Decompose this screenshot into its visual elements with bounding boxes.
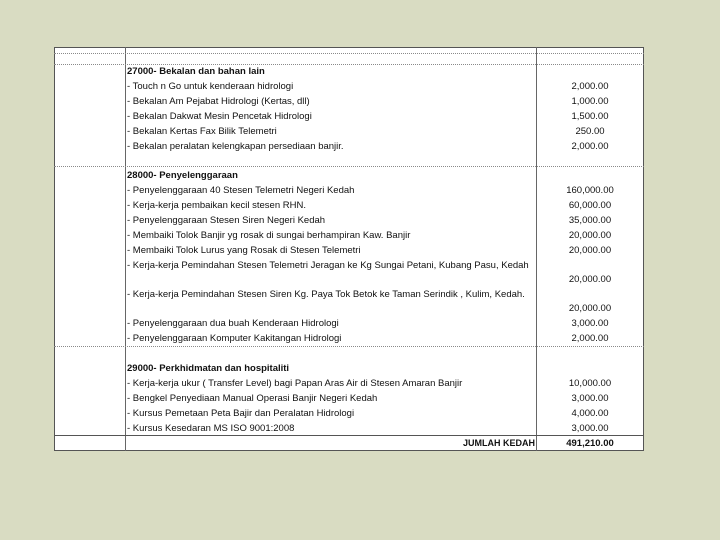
item-amount: 3,000.00	[571, 423, 609, 434]
item-amount: 1,000.00	[571, 96, 609, 107]
total-amount: 491,210.00	[566, 438, 614, 449]
table-row	[54, 109, 644, 124]
item-amount: 2,000.00	[571, 141, 609, 152]
section-heading: 28000- Penyelenggaraan	[127, 170, 238, 181]
section-heading-row	[54, 168, 644, 183]
item-description: - Penyelenggaraan Komputer Kakitangan Hidrologi	[127, 333, 342, 344]
section-heading: 27000- Bekalan dan bahan lain	[127, 66, 265, 77]
item-amount: 20,000.00	[568, 230, 612, 241]
table-row	[54, 243, 644, 258]
item-description: - Bekalan Am Pejabat Hidrologi (Kertas, dll)	[127, 96, 310, 107]
table-row	[54, 94, 644, 109]
total-row	[54, 436, 644, 451]
table-row	[54, 331, 644, 346]
item-description: - Kursus Kesedaran MS ISO 9001:2008	[127, 423, 295, 434]
table-row	[54, 391, 644, 406]
item-amount: 160,000.00	[566, 185, 614, 196]
item-description: - Membaiki Tolok Banjir yg rosak di sungai berhampiran Kaw. Banjir	[127, 230, 411, 241]
item-description: - Penyelenggaraan 40 Stesen Telemetri Negeri Kedah	[127, 185, 355, 196]
item-amount: 2,000.00	[571, 81, 609, 92]
table-row	[54, 198, 644, 213]
table-row	[54, 258, 644, 286]
table-row	[54, 421, 644, 436]
budget-table	[54, 47, 644, 451]
item-amount: 2,000.00	[571, 333, 609, 344]
table-row	[54, 124, 644, 139]
item-description: - Bekalan Dakwat Mesin Pencetak Hidrologi	[127, 111, 312, 122]
item-description: - Penyelenggaraan dua buah Kenderaan Hidrologi	[127, 318, 339, 329]
section-heading: 29000- Perkhidmatan dan hospitaliti	[127, 363, 290, 374]
item-description: - Bekalan Kertas Fax Bilik Telemetri	[127, 126, 277, 137]
item-amount: 3,000.00	[571, 318, 609, 329]
item-amount: 3,000.00	[571, 393, 609, 404]
item-amount: 4,000.00	[571, 408, 609, 419]
item-description: - Kursus Pemetaan Peta Bajir dan Peralatan Hidrologi	[127, 408, 355, 419]
table-row	[54, 228, 644, 243]
item-amount: 60,000.00	[568, 200, 612, 211]
item-description: - Kerja-kerja Pemindahan Stesen Telemetri Jeragan ke Kg Sungai Petani, Kubang Pasu, Kedah	[127, 260, 529, 271]
item-description: - Kerja-kerja pembaikan kecil stesen RHN.	[127, 200, 306, 211]
section-heading-row	[54, 64, 644, 79]
item-amount: 1,500.00	[571, 111, 609, 122]
item-description: - Membaiki Tolok Lurus yang Rosak di Stesen Telemetri	[127, 245, 361, 256]
item-amount: 20,000.00	[568, 274, 612, 285]
table-row	[54, 213, 644, 228]
item-amount: 250.00	[575, 126, 605, 137]
table-row	[54, 287, 644, 315]
table-row	[54, 406, 644, 421]
item-description: - Touch n Go untuk kenderaan hidrologi	[127, 81, 294, 92]
item-amount: 20,000.00	[568, 245, 612, 256]
item-amount: 35,000.00	[568, 215, 612, 226]
item-description: - Kerja-kerja Pemindahan Stesen Siren Kg. Paya Tok Betok ke Taman Serindik , Kulim, Kedah.	[127, 289, 525, 300]
table-row	[54, 316, 644, 331]
item-description: - Bengkel Penyediaan Manual Operasi Banjir Negeri Kedah	[127, 393, 378, 404]
item-description: - Penyelenggaraan Stesen Siren Negeri Kedah	[127, 215, 326, 226]
item-amount: 10,000.00	[568, 378, 612, 389]
item-description: - Kerja-kerja ukur ( Transfer Level) bagi Papan Aras Air di Stesen Amaran Banjir	[127, 378, 463, 389]
table-row	[54, 376, 644, 391]
item-description: - Bekalan peralatan kelengkapan persediaan banjir.	[127, 141, 344, 152]
section-heading-row	[54, 361, 644, 376]
table-row	[54, 183, 644, 198]
item-amount: 20,000.00	[568, 303, 612, 314]
total-label: JUMLAH KEDAH	[463, 438, 535, 448]
table-row	[54, 139, 644, 154]
table-row	[54, 79, 644, 94]
